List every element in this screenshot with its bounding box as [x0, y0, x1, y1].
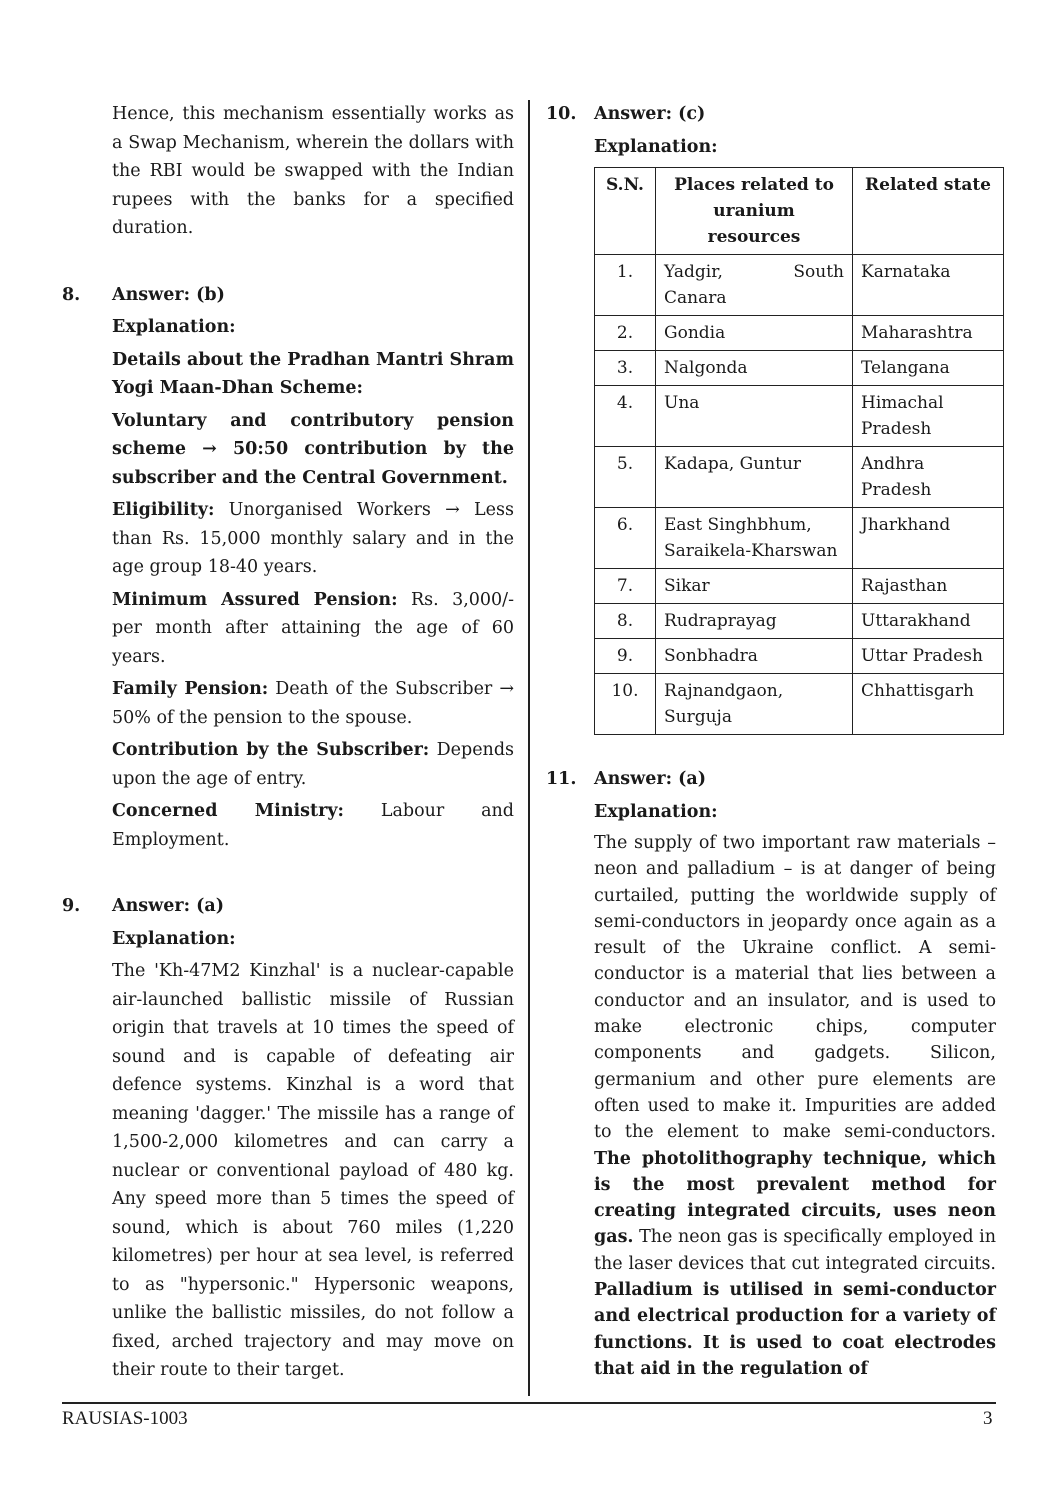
family-pension-label: Family Pension: [112, 679, 269, 699]
table-row [595, 674, 1004, 735]
cell-sn: 6. [595, 508, 656, 569]
question-11-bold-part1: The photolithography technique, which is the most prevalent method for creating integrated circuits, uses neon gas. [594, 1148, 996, 1248]
family-pension-text: Death of the Subscriber → 50% of the pension to the spouse. [112, 679, 514, 728]
min-pension-label: Minimum Assured Pension: [112, 589, 398, 610]
cell-place: Gondia [656, 316, 853, 351]
table-row [595, 447, 1004, 508]
cell-state: Rajasthan [853, 569, 1004, 604]
cell-sn: 2. [595, 316, 656, 351]
cell-sn: 4. [595, 386, 656, 447]
cell-state: Telangana [853, 351, 1004, 386]
column-divider [528, 100, 530, 1396]
table-row [595, 604, 1004, 639]
ministry-text: Labour and Employment. [112, 801, 514, 850]
question-11-bold-part2: Palladium is utilised in semi-conductor and electrical production for a variety of functions. It is used to coat electrodes that aid in the regulation of [594, 1280, 996, 1379]
cell-state: Andhra Pradesh [853, 447, 1004, 508]
header-sn: S.N. [595, 168, 656, 255]
family-pension-paragraph [112, 675, 514, 732]
header-places: Places related to uranium resources [656, 168, 853, 255]
right-column [546, 100, 996, 1386]
question-8-answer: Answer: (b) [112, 284, 225, 305]
page-number: 3 [983, 1408, 993, 1429]
table-row [595, 639, 1004, 674]
cell-place: Yadgir, South Canara [656, 255, 853, 316]
ministry-label: Concerned Ministry: [112, 801, 344, 821]
question-10-answer: Answer: (c) [594, 104, 706, 124]
contribution-label: Contribution by the Subscriber: [112, 740, 430, 760]
voluntary-text: Voluntary and contributory pension scheme → 50:50 contribution by the subscriber and the Central Government. [112, 410, 514, 488]
cell-sn: 3. [595, 351, 656, 386]
cell-place: Sikar [656, 569, 853, 604]
eligibility-text: Unorganised Workers → Less than Rs. 15,000 monthly salary and in the age group 18-40 years. [112, 500, 514, 577]
question-8 [62, 281, 514, 855]
question-9-number: 9. [62, 896, 81, 916]
question-11-number: 11. [546, 769, 577, 789]
question-10 [546, 100, 996, 735]
table-row [595, 508, 1004, 569]
eligibility-label: Eligibility: [112, 500, 215, 520]
contribution-text: Depends upon the age of entry. [112, 740, 514, 789]
cell-state: Jharkhand [853, 508, 1004, 569]
question-11-text-part1: The supply of two important raw materials – neon and palladium – is at danger of being curtailed, putting the worldwide supply of semi-conductors in jeopardy once again as a result of the Ukraine conflict. A semi-conductor is a material that lies between a conductor and an insulator, and is used to make electronic chips, computer components and gadgets. Silicon, germanium and other pure elements are often used to make it. Impurities are added to the element to make semi-conductors. [594, 833, 996, 1143]
cell-place: Kadapa, Guntur [656, 447, 853, 508]
table-row [595, 255, 1004, 316]
question-11-text [594, 830, 996, 1382]
cell-state: Uttarakhand [853, 604, 1004, 639]
cell-place: East Singhbhum, Saraikela-Kharswan [656, 508, 853, 569]
cell-sn: 10. [595, 674, 656, 735]
question-9-answer: Answer: (a) [112, 896, 225, 916]
table-row [595, 569, 1004, 604]
cell-sn: 8. [595, 604, 656, 639]
cell-sn: 9. [595, 639, 656, 674]
cell-sn: 5. [595, 447, 656, 508]
cell-sn: 7. [595, 569, 656, 604]
min-pension-paragraph [112, 586, 514, 672]
contribution-paragraph [112, 736, 514, 793]
question-10-number: 10. [546, 104, 577, 124]
cell-place: Una [656, 386, 853, 447]
header-state: Related state [853, 168, 1004, 255]
question-9-explanation-label: Explanation: [112, 928, 236, 949]
cell-sn: 1. [595, 255, 656, 316]
table-header-row [595, 168, 1004, 255]
scheme-heading: Details about the Pradhan Mantri Shram Yogi Maan-Dhan Scheme: [112, 349, 514, 398]
footer-code: RAUSIAS-1003 [62, 1408, 188, 1429]
question-9-text: The 'Kh-47M2 Kinzhal' is a nuclear-capable air-launched ballistic missile of Russian origin that travels at 10 times the speed of sound and is capable of defeating air defence systems. Kinzhal is a word that meaning 'dagger.' The missile has a range of 1,500-2,000 kilometres and can carry a nuclear or conventional payload of 480 kg. Any speed more than 5 times the speed of sound, which is about 760 miles (1,220 kilometres) per hour at sea level, is referred to as "hypersonic." Hypersonic weapons, unlike the ballistic missiles, do not follow a fixed, arched trajectory and may move on their route to their target. [112, 961, 514, 1380]
cell-place: Rudraprayag [656, 604, 853, 639]
uranium-table [594, 167, 1004, 735]
question-11 [546, 765, 996, 1382]
cell-state: Himachal Pradesh [853, 386, 1004, 447]
min-pension-text: Rs. 3,000/- per month after attaining the age of 60 years. [112, 589, 514, 667]
cell-state: Chhattisgarh [853, 674, 1004, 735]
question-10-explanation-label: Explanation: [594, 136, 718, 157]
cell-place: Rajnandgaon, Surguja [656, 674, 853, 735]
cell-place: Sonbhadra [656, 639, 853, 674]
question-9 [62, 892, 514, 1385]
table-row [595, 351, 1004, 386]
eligibility-paragraph [112, 496, 514, 582]
question-8-explanation-label: Explanation: [112, 317, 236, 337]
footer-rule [62, 1402, 996, 1404]
question-11-explanation-label: Explanation: [594, 801, 718, 822]
ministry-paragraph [112, 797, 514, 854]
table-row [595, 386, 1004, 447]
cell-state: Uttar Pradesh [853, 639, 1004, 674]
question-11-text-part2: The neon gas is specifically employed in the laser devices that cut integrated circuits. [594, 1227, 996, 1274]
cell-state: Karnataka [853, 255, 1004, 316]
left-column [62, 100, 514, 1389]
cell-place: Nalgonda [656, 351, 853, 386]
question-8-number: 8. [62, 284, 81, 305]
question-11-answer: Answer: (a) [594, 769, 707, 789]
intro-paragraph: Hence, this mechanism essentially works as a Swap Mechanism, wherein the dollars with the RBI would be swapped with the Indian rupees with the banks for a specified duration. [112, 104, 514, 238]
cell-state: Maharashtra [853, 316, 1004, 351]
table-row [595, 316, 1004, 351]
